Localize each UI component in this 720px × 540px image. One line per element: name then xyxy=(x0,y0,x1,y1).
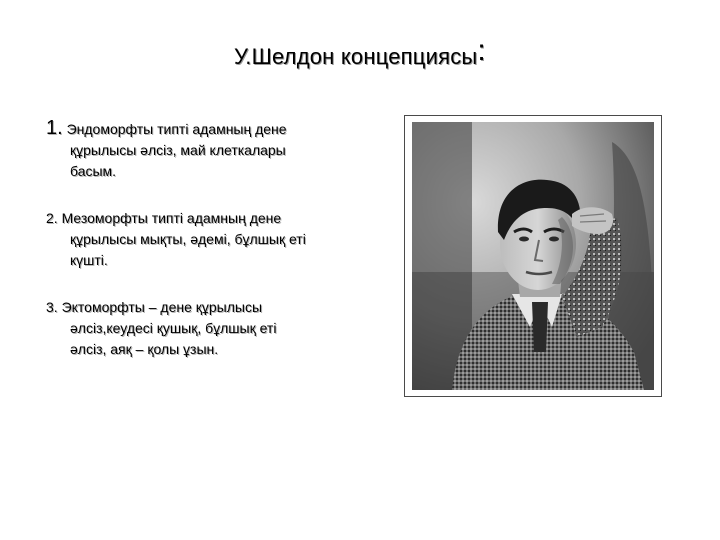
slide-title xyxy=(0,34,720,72)
portrait-photo xyxy=(412,122,654,390)
list-item-number: 1. xyxy=(46,117,63,139)
list-item-text: басым. xyxy=(70,163,117,179)
list-item-text: құрылысы мықты, әдемі, бұлшық еті xyxy=(70,231,306,247)
list-item-text: Мезоморфты типті адамның дене xyxy=(61,210,282,226)
list-item-text: күшті. xyxy=(70,252,108,268)
list-item-first-line xyxy=(46,208,376,229)
list-item-text: әлсіз, аяқ – қолы ұзын. xyxy=(70,341,219,357)
list-item-mesomorph xyxy=(46,208,376,271)
list-item-ectomorph xyxy=(46,297,376,360)
slide-title-colon: : xyxy=(477,34,486,67)
slide-title-text: У.Шелдон концепциясы xyxy=(234,44,478,69)
list-item-first-line xyxy=(46,297,376,318)
portrait-photo-frame xyxy=(404,115,662,397)
list-item-text: Эндоморфты типті адамның дене xyxy=(66,121,287,137)
list-item-text: әлсіз,кеудесі қушық, бұлшық еті xyxy=(70,320,277,336)
list-item-number: 3. xyxy=(46,299,58,315)
list-item-first-line xyxy=(46,118,376,140)
list-item-text: Эктоморфты – дене құрылысы xyxy=(61,299,263,315)
list-item-number: 2. xyxy=(46,210,58,226)
list-item-text: құрылысы әлсіз, май клеткалары xyxy=(70,142,286,158)
body-type-list xyxy=(46,118,376,386)
list-item-endomorph xyxy=(46,118,376,182)
